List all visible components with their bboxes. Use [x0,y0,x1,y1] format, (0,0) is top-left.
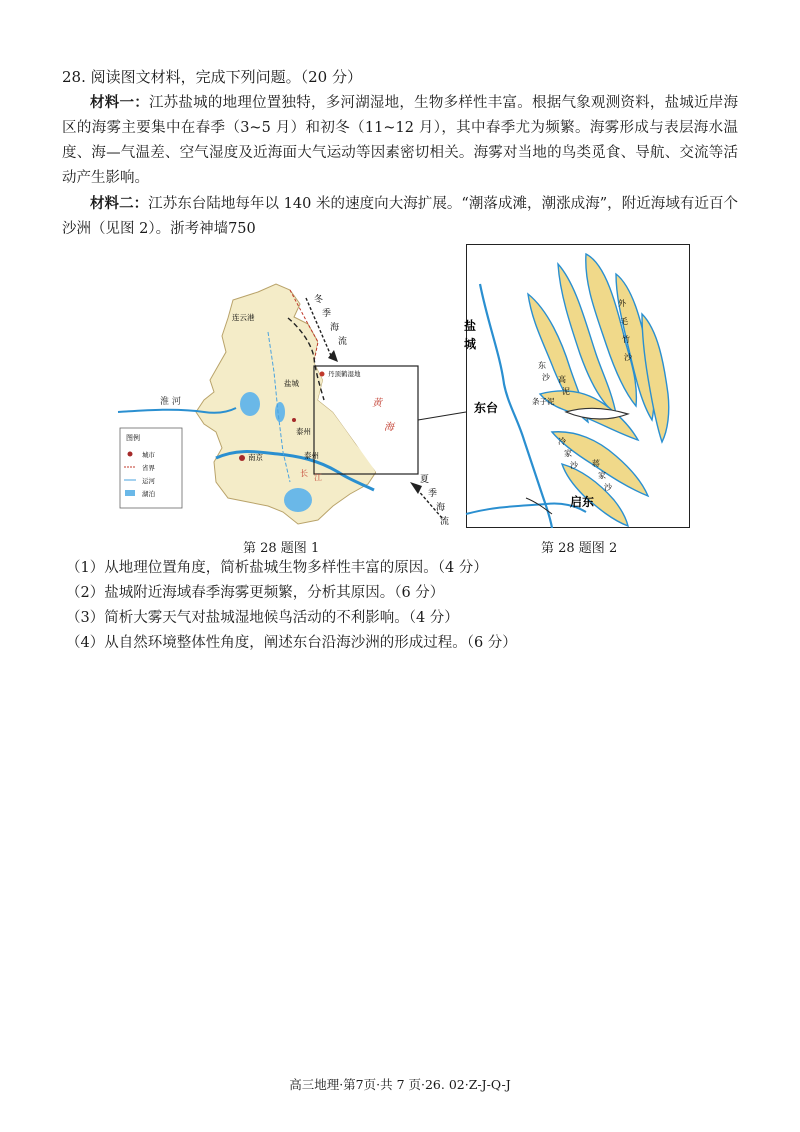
material-1 [62,90,738,191]
label-waimao-2: 毛 [620,317,628,326]
label-gaoni-2: 泥 [562,387,570,396]
label-danding: 丹顶鹤湿地 [328,370,361,378]
label-lengjia-3: 沙 [570,461,578,470]
legend-border: 省界 [142,464,155,472]
material-2-text: 江苏东台陆地每年以 140 米的速度向大海扩展。“潮落成滩，潮涨成海”，附近海域有近百个沙洲（见图 2）。浙考神墙750 [62,196,739,237]
label-summer-4: 流 [440,517,450,527]
label-yancheng-2: 城 [464,337,477,351]
subquestion-1: （1）从地理位置角度，简析盐城生物多样性丰富的原因。（4 分） [66,560,488,576]
gaoyou-lake [275,402,285,422]
label-winter-2: 季 [322,309,332,319]
page-footer: 高三地理·第7页·共 7 页·26. 02·Z-J-Q-J [289,1077,511,1092]
label-jiang-2: 家 [598,471,606,480]
figure-1-map [118,262,448,530]
label-waimao-3: 竹 [622,335,630,344]
label-yangtze-2: 江 [314,473,322,482]
material-2-label: 材料二： [90,195,149,212]
label-winter-3: 海 [330,323,340,333]
label-taizhou: 泰州 [296,427,311,436]
label-winter-4: 流 [338,337,348,347]
label-yangtze: 长 [300,469,308,478]
question-title: 28. 阅读图文材料，完成下列问题。（20 分） [62,68,362,86]
label-summer-2: 季 [428,489,438,499]
material-1-label: 材料一： [90,94,149,111]
figure-2-caption: 第 28 题图 2 [541,541,618,556]
legend-canal: 运河 [142,477,155,485]
label-gaoni-1: 高 [558,375,566,384]
legend-city: 城市 [142,451,155,459]
label-lengjia-1: 冷 [558,437,566,446]
legend-title: 图例 [126,434,140,442]
label-qidong: 启东 [570,495,595,509]
material-2 [62,191,738,242]
hongze-lake [240,392,260,416]
label-nanjing: 南京 [248,453,263,462]
legend-lake: 湖泊 [142,490,155,498]
label-jiang-1: 蒋 [592,459,600,468]
label-tiaozini: 条子泥 [532,397,555,406]
label-huaihe: 淮 河 [160,397,181,407]
label-yancheng: 盐城 [284,379,299,388]
label-dongtai: 东台 [474,401,499,415]
subquestion-2: （2）盐城附近海域春季海雾更频繁，分析其原因。（6 分） [66,585,445,601]
label-summer-3: 海 [436,503,446,513]
tai-lake [284,488,312,512]
subquestion-4: （4）从自然环境整体性角度，阐述东台沿海沙洲的形成过程。（6 分） [66,635,517,651]
label-waimao-1: 外 [618,299,626,308]
figure-1-caption: 第 28 题图 1 [243,541,320,556]
label-yancheng-1: 盐 [464,319,477,333]
label-winter-1: 冬 [314,295,324,305]
label-huanghai-2: 海 [384,422,394,433]
label-waimao-4: 沙 [624,353,632,362]
label-dongsha-2: 沙 [542,373,550,382]
map-legend [120,428,182,508]
label-summer-1: 夏 [420,475,430,485]
label-lianyungang: 连云港 [232,313,255,322]
label-dongsha-1: 东 [538,361,546,370]
label-huanghai-1: 黄 [372,398,382,409]
material-1-text: 江苏盐城的地理位置独特，多河湖湿地，生物多样性丰富。根据气象观测资料，盐城近岸海区的海雾主要集中在春季（3~5 月）和初冬（11~12 月），其中春季尤为频繁。海雾形成与表层海水温度、海—气温差、空气湿度及近海面大气运动等因素密切相关。海雾对当地的鸟类觅食、导航、交流等活动产生影响。 [62,95,739,186]
label-lengjia-2: 家 [564,449,572,458]
label-taizhou-2: 泰州 [304,451,319,460]
figure-2-sandbars [466,244,690,528]
label-jiang-3: 沙 [604,483,612,492]
subquestion-3: （3）简析大雾天气对盐城湿地候鸟活动的不利影响。（4 分） [66,610,459,626]
